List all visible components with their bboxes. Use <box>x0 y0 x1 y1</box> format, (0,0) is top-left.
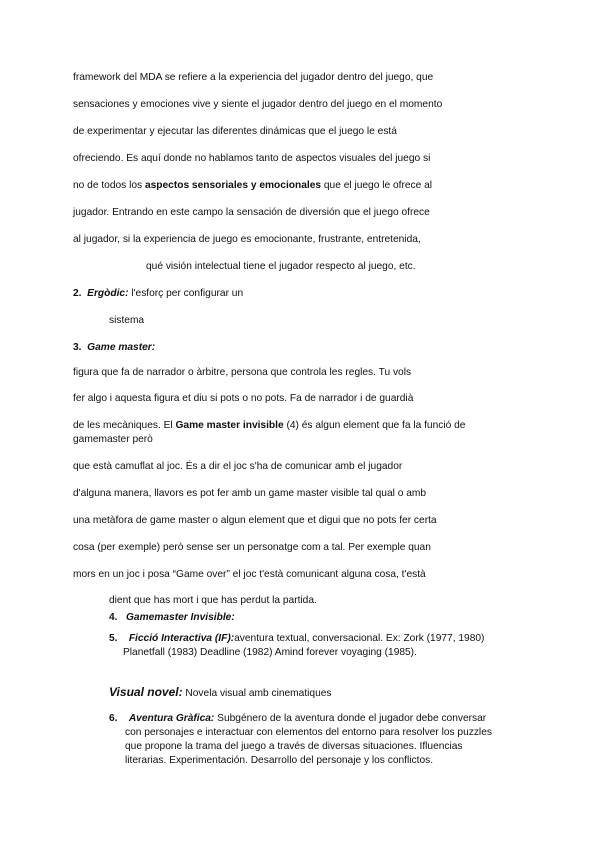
gamemaster-line-9: dient que has mort i que has perdut la partida. <box>109 595 317 606</box>
ergodic-text-2: sistema <box>109 315 145 326</box>
gamemaster-line-3 <box>73 419 465 432</box>
gamemaster-line-4: que està camuflat al joc. És a dir el joc s'ha de comunicar amb el jugador <box>73 461 403 472</box>
fiction-text-1: aventura textual, conversacional. Ex: Zork (1977, 1980) <box>234 633 485 644</box>
aventura-line-4: literarias. Experimentación. Desarrollo del personaje y los conflictos. <box>125 755 434 766</box>
mda-line-1: framework del MDA se refiere a la experiencia del jugador dentro del juego, que <box>73 72 434 83</box>
aventura-line-3: que propone la trama del juego a través de diversas situaciones. Ifluencias <box>125 741 463 752</box>
mda-line-3: de experimentar y ejecutar las diferentes dinámicas que el juego le está <box>73 126 397 137</box>
ergodic-item <box>73 287 243 300</box>
gamemaster-label: Game master: <box>87 342 156 353</box>
mda-line-6: jugador. Entrando en este campo la sensación de diversión que el juego ofrece <box>73 207 430 218</box>
mda-line-5-post: que el juego le ofrece al <box>321 180 433 191</box>
fiction-number: 5. <box>109 633 118 644</box>
visual-novel-label: Visual novel: <box>109 685 183 699</box>
mda-line-4: ofreciendo. Es aquí donde no hablamos tanto de aspectos visuales del juego si <box>73 153 431 164</box>
gamemaster-line-7: cosa (per exemple) però sense ser un personatge com a tal. Per exemple quan <box>73 542 431 553</box>
mda-bold-phrase: aspectos sensoriales y emocionales <box>144 180 322 191</box>
mda-line-7: al jugador, si la experiencia de juego es emocionante, frustrante, entretenida, <box>73 234 421 245</box>
ergodic-text: l'esforç per configurar un <box>128 288 244 299</box>
gamemaster-line-5: d'alguna manera, llavors es pot fer amb un game master visible tal qual o amb <box>73 488 427 499</box>
gmi-heading <box>109 611 235 624</box>
mda-line-5-pre: no de todos los <box>73 180 145 191</box>
aventura-number: 6. <box>109 713 118 724</box>
aventura-line-1 <box>109 712 486 725</box>
gamemaster-heading <box>73 341 155 354</box>
fiction-line-1 <box>109 632 484 645</box>
mda-line-2: sensaciones y emociones vive y siente el jugador dentro del juego en el momento <box>73 99 443 110</box>
gamemaster-invisible-bold: Game master invisible <box>175 420 284 431</box>
visual-novel-line <box>109 686 332 700</box>
gamemaster-line-3-pre: de les mecàniques. El <box>73 420 176 431</box>
mda-line-5 <box>73 179 432 192</box>
gamemaster-line-8: mors en un joc i posa “Game over” el joc t'està comunicant alguna cosa, t'està <box>73 569 426 580</box>
aventura-text-1: Subgénero de la aventura donde el jugador debe conversar <box>214 713 487 724</box>
aventura-label: Aventura Gràfica: <box>128 713 215 724</box>
gamemaster-line-6: una metàfora de game master o algun element que et digui que no pots fer certa <box>73 515 437 526</box>
gamemaster-line-2: fer algo i aquesta figura et diu si pots o no pots. Fa de narrador i de guardià <box>73 393 414 404</box>
fiction-label: Ficció Interactiva (IF): <box>128 633 235 644</box>
visual-novel-text: Novela visual amb cinematiques <box>182 688 332 699</box>
gamemaster-line-3-post: (4) és algun element que fa la funció de <box>283 420 466 431</box>
aventura-line-2: con personajes e interactuar con elementos del entorno para resolver los puzzles <box>125 727 492 738</box>
fiction-line-2: Planetfall (1983) Deadline (1982) Amind forever voyaging (1985). <box>123 647 417 658</box>
gmi-number: 4. <box>109 612 118 623</box>
gamemaster-line-1: figura que fa de narrador o àrbitre, persona que controla les regles. Tu vols <box>73 367 412 378</box>
mda-line-8: qué visión intelectual tiene el jugador respecto al juego, etc. <box>146 261 416 272</box>
ergodic-label: Ergòdic: <box>87 288 129 299</box>
ergodic-number: 2. <box>73 288 82 299</box>
gamemaster-number: 3. <box>73 342 82 353</box>
gmi-label: Gamemaster Invisible: <box>126 612 235 623</box>
gamemaster-line-3b: gamemaster però <box>73 434 153 445</box>
